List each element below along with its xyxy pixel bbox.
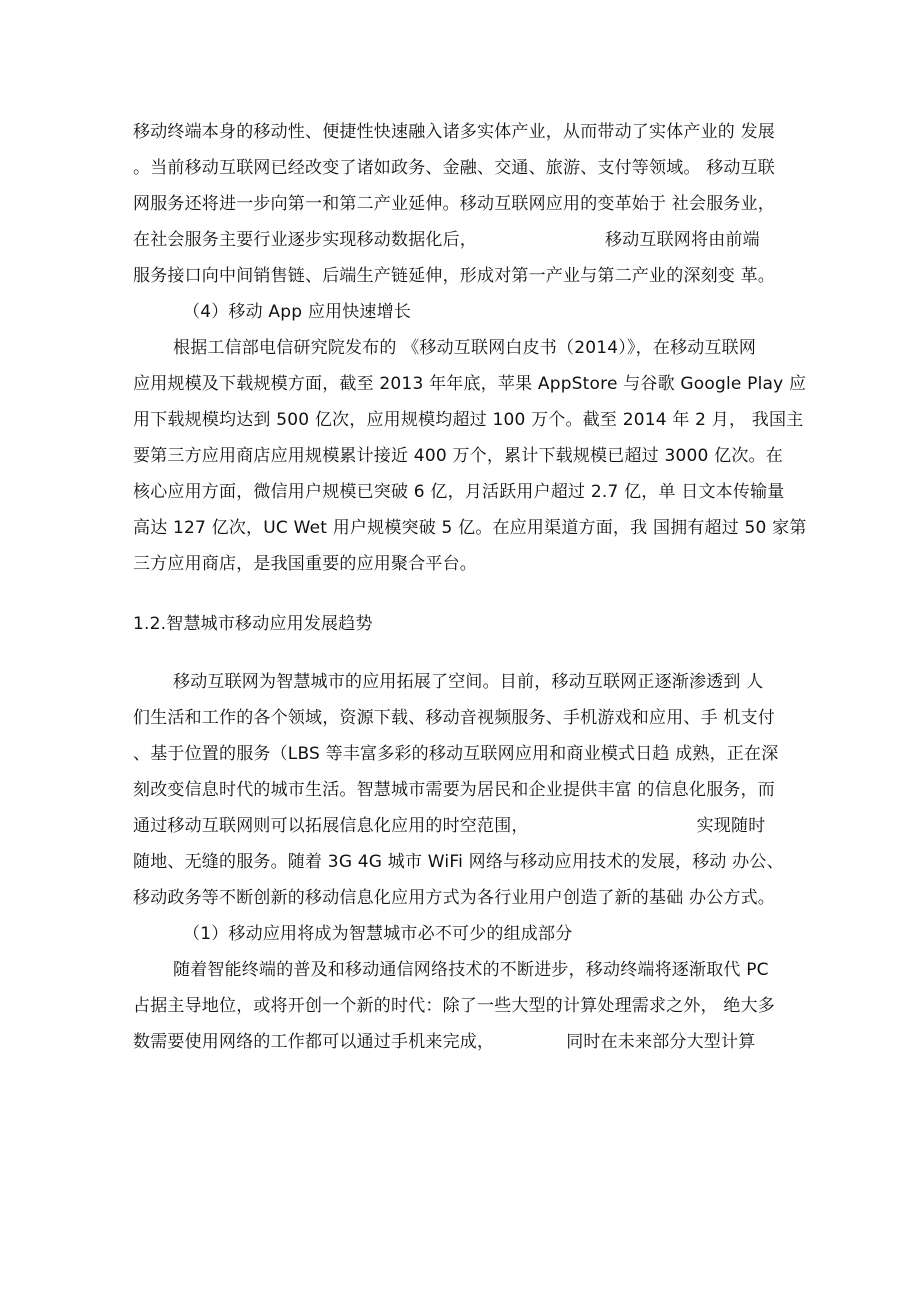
text-segment: 在社会服务主要行业逐步实现移动数据化后， bbox=[133, 230, 477, 250]
text-segment: 实现随时 bbox=[696, 816, 766, 836]
text-segment: 同时在未来部分大型计算 bbox=[566, 1032, 756, 1052]
paragraph-line: 应用规模及下载规模方面，截至 2013 年年底，苹果 AppStore 与谷歌 Google Play 应 bbox=[133, 374, 807, 394]
text-segment: 数需要使用网络的工作都可以通过手机来完成， bbox=[133, 1032, 495, 1052]
paragraph-line: 根据工信部电信研究院发布的 《移动互联网白皮书（2014）》，在移动互联网 bbox=[173, 338, 757, 358]
section-heading: 1.2.智慧城市移动应用发展趋势 bbox=[133, 614, 373, 634]
paragraph-line: 、基于位置的服务（LBS 等丰富多彩的移动互联网应用和商业模式日趋 成熟，正在深 bbox=[133, 744, 779, 764]
paragraph-line: 用下载规模均达到 500 亿次，应用规模均超过 100 万个。截至 2014 年 2 月， 我国主 bbox=[133, 410, 804, 430]
paragraph-line: 占据主导地位，或将开创一个新的时代：除了一些大型的计算处理需求之外， 绝大多 bbox=[133, 996, 776, 1016]
paragraph-line bbox=[133, 814, 765, 838]
paragraph-line: 服务接口向中间销售链、后端生产链延伸，形成对第一产业与第二产业的深刻变 革。 bbox=[133, 266, 776, 286]
paragraph-line: 随着智能终端的普及和移动通信网络技术的不断进步，移动终端将逐渐取代 PC bbox=[173, 960, 769, 980]
text-segment: 通过移动互联网则可以拓展信息化应用的时空范围， bbox=[133, 816, 529, 836]
paragraph-line: 核心应用方面，微信用户规模已突破 6 亿，月活跃用户超过 2.7 亿，单 日文本传输量 bbox=[133, 482, 785, 502]
subheading: （1）移动应用将成为智慧城市必不可少的组成部分 bbox=[183, 924, 573, 944]
paragraph-line: 高达 127 亿次，UC Wet 用户规模突破 5 亿。在应用渠道方面，我 国拥有超过 50 家第 bbox=[133, 518, 807, 538]
paragraph-line: 三方应用商店，是我国重要的应用聚合平台。 bbox=[133, 554, 477, 574]
paragraph-line: 移动互联网为智慧城市的应用拓展了空间。目前，移动互联网正逐渐渗透到 人 bbox=[173, 672, 764, 692]
paragraph-line bbox=[133, 1030, 755, 1054]
paragraph-line: 网服务还将进一步向第一和第二产业延伸。移动互联网应用的变革始于 社会服务业， bbox=[133, 194, 776, 214]
text-segment: 移动互联网将由前端 bbox=[605, 230, 760, 250]
paragraph-line: 。当前移动互联网已经改变了诸如政务、金融、交通、旅游、支付等领域。 移动互联 bbox=[133, 158, 776, 178]
paragraph-line bbox=[133, 228, 760, 252]
paragraph-line: 移动终端本身的移动性、便捷性快速融入诸多实体产业，从而带动了实体产业的 发展 bbox=[133, 122, 776, 142]
paragraph-line: 移动政务等不断创新的移动信息化应用方式为各行业用户创造了新的基础 办公方式。 bbox=[133, 888, 776, 908]
paragraph-line: 刻改变信息时代的城市生活。智慧城市需要为居民和企业提供丰富 的信息化服务，而 bbox=[133, 780, 776, 800]
paragraph-line: 们生活和工作的各个领域，资源下载、移动音视频服务、手机游戏和应用、手 机支付 bbox=[133, 708, 776, 728]
paragraph-line: 要第三方应用商店应用规模累计接近 400 万个，累计下载规模已超过 3000 亿次。在 bbox=[133, 446, 783, 466]
subheading: （4）移动 App 应用快速增长 bbox=[183, 302, 412, 322]
paragraph-line: 随地、无缝的服务。随着 3G 4G 城市 WiFi 网络与移动应用技术的发展，移动 办公、 bbox=[133, 852, 784, 872]
